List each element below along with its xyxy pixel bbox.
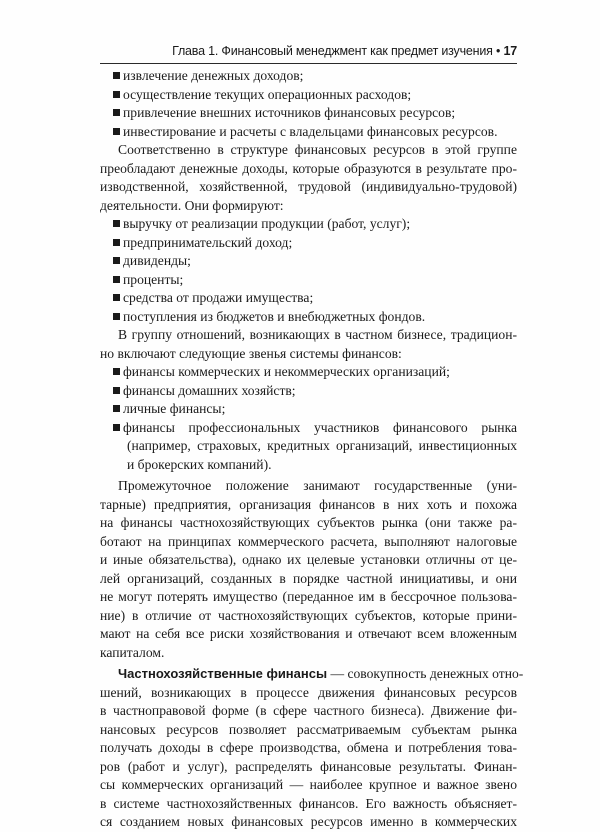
list-item: средства от продажи имущества; — [100, 289, 517, 308]
bullet-icon — [113, 72, 120, 79]
header-separator: • — [496, 44, 501, 58]
bullet-icon — [113, 368, 120, 375]
text-line: не могут потерять имущество (переданное им в бессрочное пользова- — [100, 589, 517, 604]
list-item: дивиденды; — [100, 252, 517, 271]
text-line: Промежуточное положение занимают государственные (уни- — [118, 478, 517, 493]
text-line: изводственной, хозяйственной, трудовой (индивидуально-трудовой) — [100, 179, 517, 194]
text-line: лей организаций, созданных в порядке частной инициативы, и они — [100, 570, 517, 586]
paragraph-resources-structure — [100, 141, 517, 215]
paragraph-state-enterprises — [100, 477, 517, 662]
bullet-icon — [113, 276, 120, 283]
bullet-icon — [113, 128, 120, 135]
text-line: В группу отношений, возникающих в частном бизнесе, традицион- — [118, 327, 517, 342]
text-line: Частнохозяйственные финансы — совокупность денежных отно- — [118, 666, 524, 681]
running-header — [100, 44, 517, 58]
list-item: извлечение денежных доходов; — [100, 67, 517, 86]
text-line: мают на себя все риски хозяйствования и отвечают всем вложенным — [100, 626, 517, 641]
text-line: шений, возникающих в процессе движения финансовых ресурсов — [100, 684, 517, 700]
text-line: преобладают денежные доходы, которые образуются в результате про- — [100, 160, 517, 176]
text-line: в частноправовой форме (в сфере частного бизнеса). Движение фи- — [100, 703, 517, 718]
paragraph-private-finance-definition — [100, 665, 524, 832]
list-item: личные финансы; — [100, 400, 517, 419]
list-item: инвестирование и расчеты с владельцами финансовых ресурсов. — [100, 123, 517, 142]
page-number: 17 — [503, 44, 517, 58]
text-line: в системе частнохозяйственных финансов. Его важность объясняет- — [100, 795, 517, 811]
running-title: Глава 1. Финансовый менеджмент как предмет изучения — [172, 44, 493, 58]
text-line: капиталом. — [100, 644, 165, 660]
list-item: привлечение внешних источников финансовых ресурсов; — [100, 104, 517, 123]
page-body — [100, 67, 524, 832]
text-line: ботают на принципах коммерческого расчета, выполняют налоговые — [100, 533, 517, 549]
text-line: получать доходы в сфере производства, обмена и потребления това- — [100, 740, 517, 755]
text-line: ние) в отличие от частнохозяйствующих субъектов, которые прини- — [100, 607, 517, 623]
list-item: осуществление текущих операционных расходов; — [100, 86, 517, 105]
bullet-icon — [113, 387, 120, 394]
paragraph-private-business — [100, 326, 517, 363]
bullet-icon — [113, 239, 120, 246]
list-item: финансы профессиональных участников финансового рынка — [100, 419, 517, 438]
bullet-icon — [113, 109, 120, 116]
list-item-continuation: и брокерских компаний). — [127, 456, 272, 472]
bullet-list-finance-links — [100, 363, 517, 474]
text-line: но включают следующие звенья системы финансов: — [100, 345, 402, 361]
bullet-icon — [113, 91, 120, 98]
bullet-icon — [113, 220, 120, 227]
list-item: поступления из бюджетов и внебюджетных фондов. — [100, 308, 517, 327]
text-line: тарные) предприятия, организация финансов в них хоть и похожа — [100, 496, 517, 512]
text-line: и иные обязательства), однако их целевые установки отличны от це- — [100, 552, 517, 567]
defined-term: Частнохозяйственные финансы — [118, 666, 328, 681]
bullet-icon — [113, 257, 120, 264]
list-item-continuation: (например, страховых, кредитных организаций, инвестиционных — [127, 438, 517, 453]
bullet-icon — [113, 424, 120, 431]
list-item: финансы домашних хозяйств; — [100, 382, 517, 401]
list-item: выручку от реализации продукции (работ, услуг); — [100, 215, 517, 234]
bullet-icon — [113, 294, 120, 301]
text-line: деятельности. Они формируют: — [100, 197, 284, 213]
list-item: проценты; — [100, 271, 517, 290]
text-line: на финансы частнохозяйствующих субъектов рынка (они также ра- — [100, 515, 517, 530]
text-line: ров (работ и услуг), распределять финансовые результаты. Финан- — [100, 758, 517, 774]
bullet-icon — [113, 313, 120, 320]
text-line: ся созданием новых финансовых ресурсов именно в коммерческих — [100, 814, 517, 829]
bullet-list-activities — [100, 67, 517, 141]
bullet-list-income — [100, 215, 517, 326]
list-item: финансы коммерческих и некоммерческих организаций; — [100, 363, 517, 382]
header-rule — [100, 63, 517, 64]
bullet-icon — [113, 405, 120, 412]
text-line: сы коммерческих организаций — наиболее крупное и важное звено — [100, 777, 517, 792]
list-item: предпринимательский доход; — [100, 234, 517, 253]
text-line: Соответственно в структуре финансовых ресурсов в этой группе — [118, 142, 517, 157]
text-line: нансовых ресурсов позволяет рассматриваемым субъектам рынка — [100, 721, 517, 737]
